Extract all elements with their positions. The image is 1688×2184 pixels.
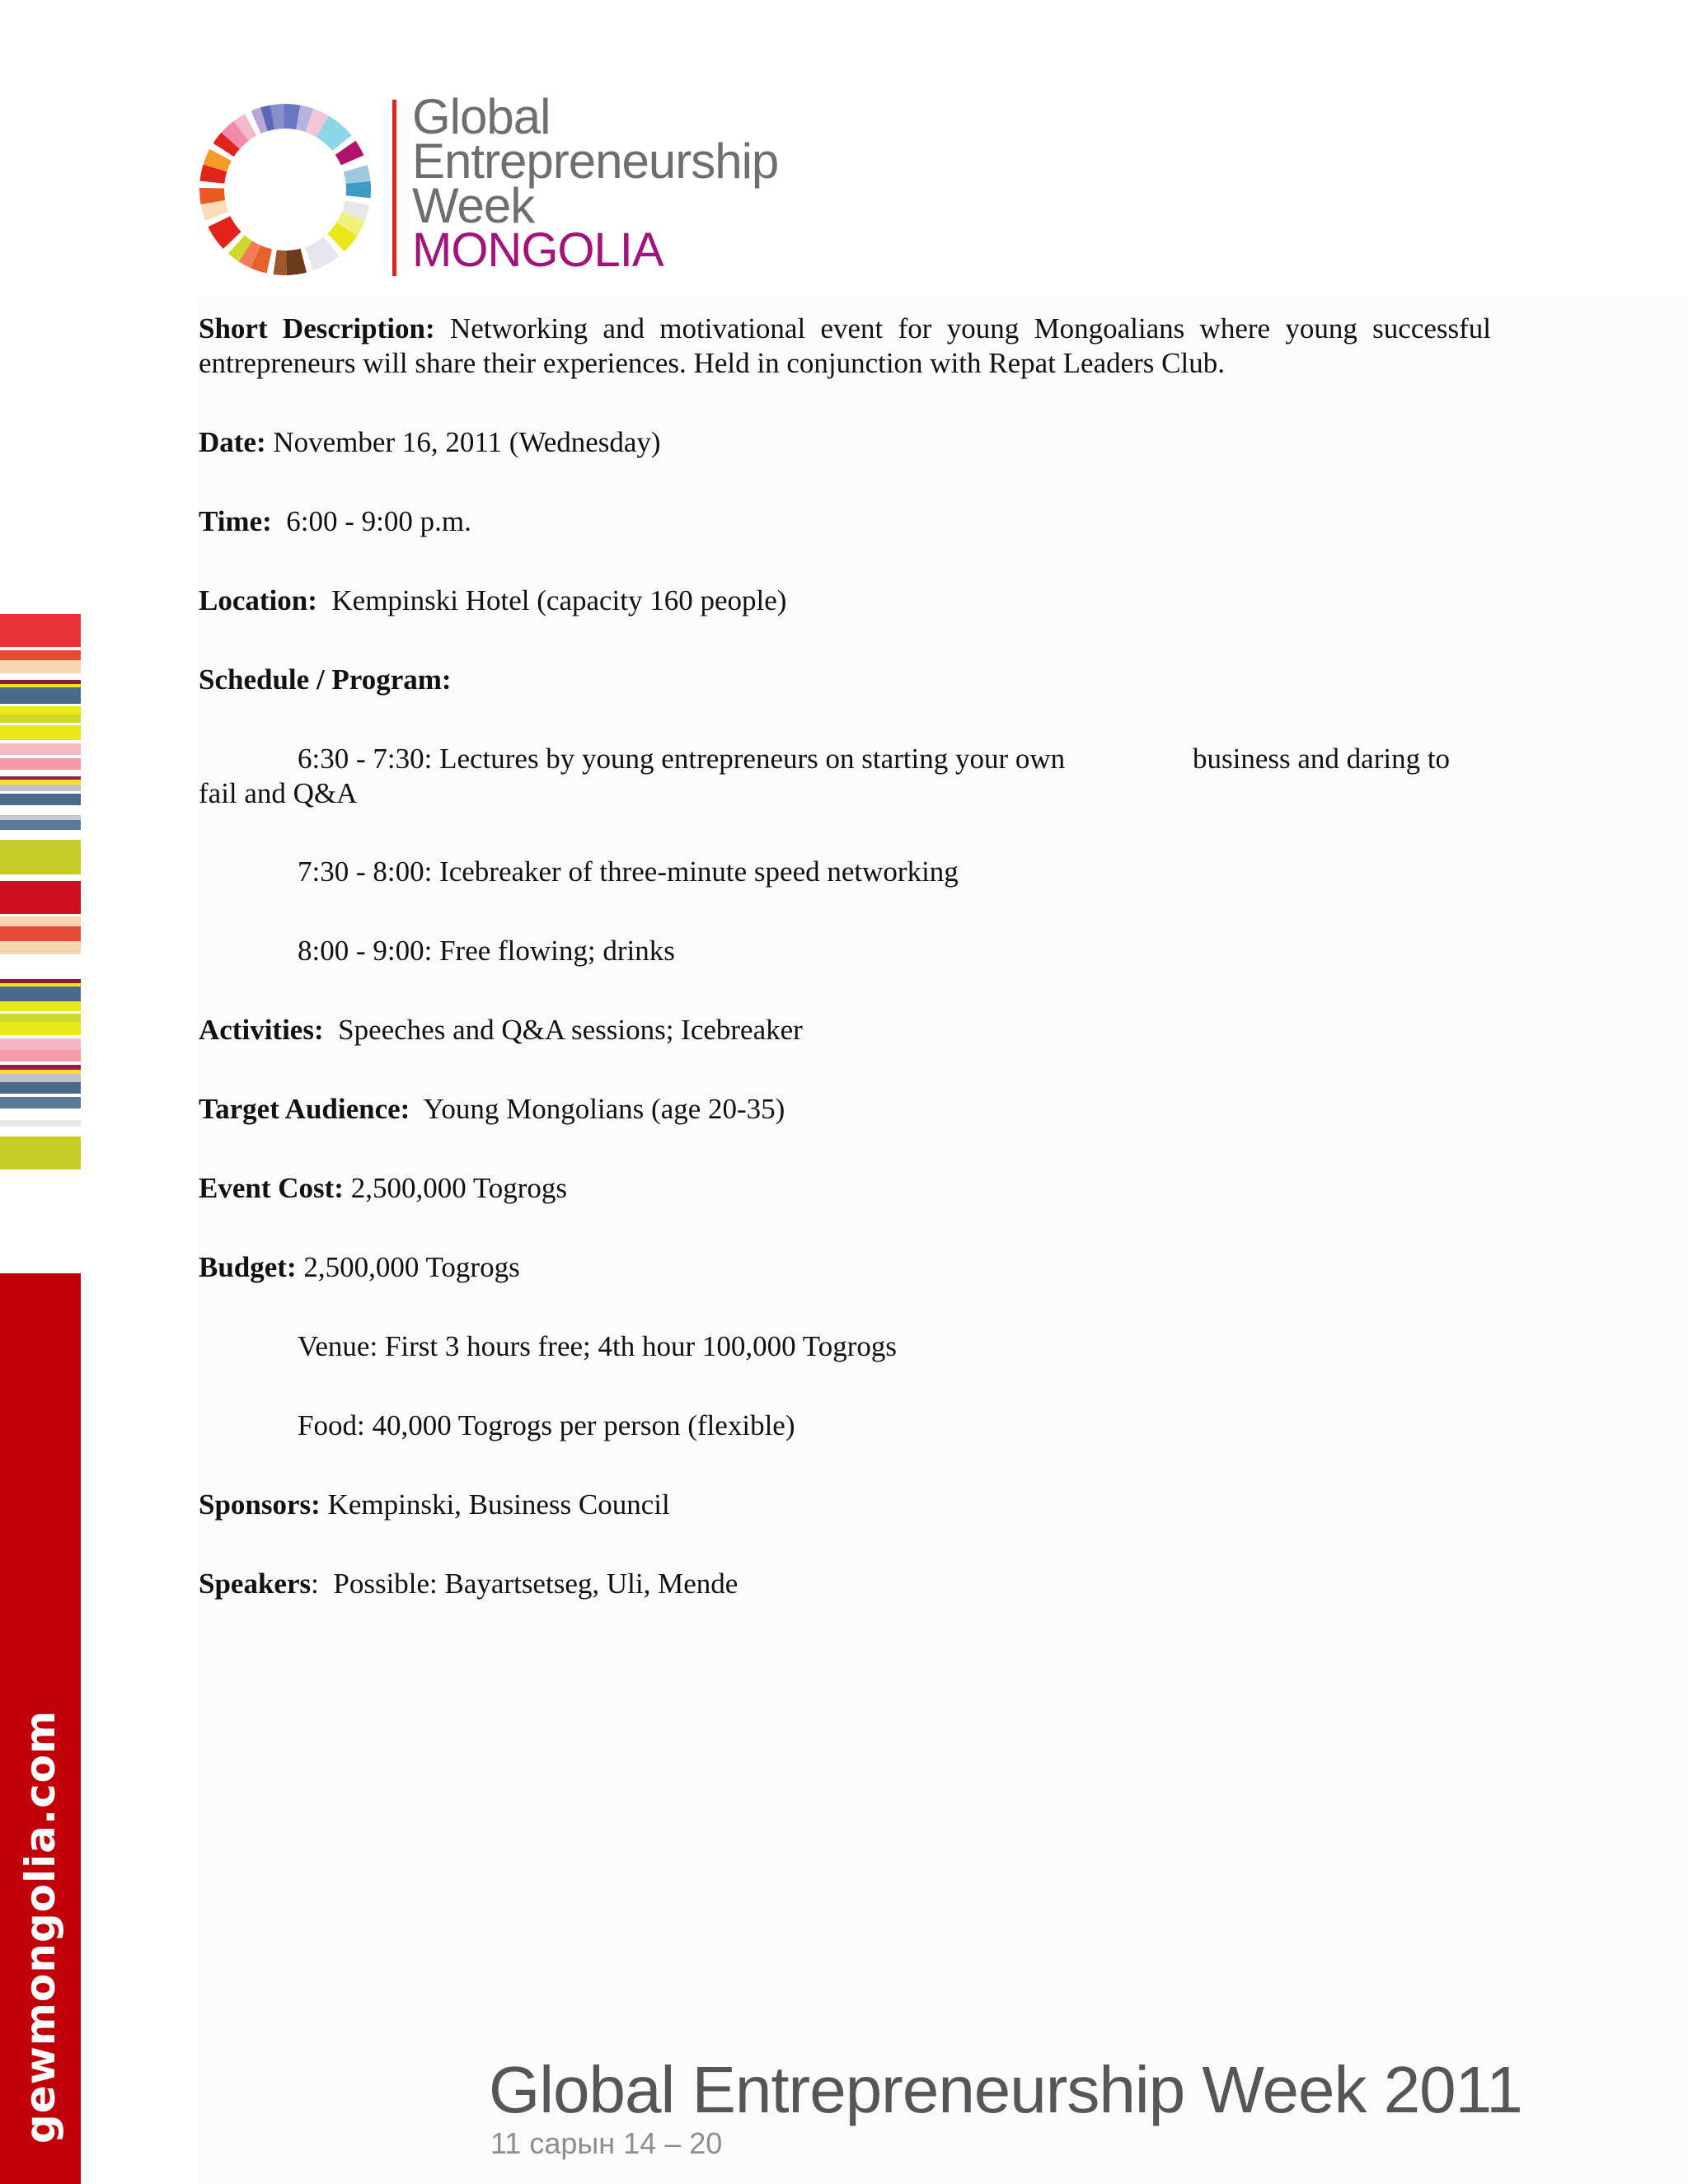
budget-label: Budget: xyxy=(199,1251,297,1283)
date-field xyxy=(199,425,661,460)
side-stripe xyxy=(0,725,81,740)
date-label: Date: xyxy=(199,426,266,458)
activities-field xyxy=(199,1013,803,1047)
logo-country: MONGOLIA xyxy=(412,223,663,277)
gew-logo xyxy=(196,89,790,284)
location-value: Kempinski Hotel (capacity 160 people) xyxy=(331,584,787,616)
short-description-text: Networking and motivational event for young Mongoalians where young successful entrepreneurs will share their experiences. Held in conjunction with Repat Leaders Club. xyxy=(199,312,1492,379)
short-description xyxy=(199,312,1491,381)
budget-value: 2,500,000 Togrogs xyxy=(303,1251,520,1283)
schedule-item xyxy=(199,742,1493,816)
logo-wordmark xyxy=(412,89,779,277)
sponsors-field xyxy=(199,1488,670,1522)
side-url: gewmongolia.com xyxy=(16,1709,64,2144)
side-stripe xyxy=(0,660,81,673)
side-stripe xyxy=(0,941,81,954)
short-description-label: Short Description: xyxy=(199,312,435,344)
side-stripe xyxy=(0,673,81,680)
side-stripe xyxy=(0,1120,81,1127)
footer-title: Global Entrepreneurship Week 2011 xyxy=(489,2053,1522,2126)
location-field xyxy=(199,583,786,618)
event-cost-field xyxy=(199,1171,567,1206)
speakers-field xyxy=(199,1567,738,1601)
schedule-item: 7:30 - 8:00: Icebreaker of three-minute speed networking xyxy=(298,855,959,888)
color-ring-icon xyxy=(196,95,386,284)
footer-subtitle: 11 сарын 14 – 20 xyxy=(490,2126,723,2160)
target-audience-field xyxy=(199,1092,785,1127)
logo-line-1: Global xyxy=(412,89,551,144)
speakers-separator: : xyxy=(311,1568,319,1600)
page-background xyxy=(198,297,1688,2184)
sponsors-label: Sponsors: xyxy=(199,1488,321,1521)
speakers-value: Possible: Bayartsetseg, Uli, Mende xyxy=(333,1568,738,1600)
side-stripe xyxy=(0,830,81,840)
side-stripe xyxy=(0,1137,81,1169)
side-stripe xyxy=(0,614,81,647)
side-stripe xyxy=(0,820,81,830)
side-stripe xyxy=(0,1074,81,1082)
sponsors-value: Kempinski, Business Council xyxy=(327,1488,670,1521)
logo-divider xyxy=(392,100,396,276)
time-field xyxy=(199,504,471,539)
schedule-heading xyxy=(199,663,452,697)
side-stripe xyxy=(0,1082,81,1094)
schedule-item-text-wrap: fail and Q&A xyxy=(199,777,358,809)
side-stripe xyxy=(0,1001,81,1011)
location-label: Location: xyxy=(199,584,317,616)
activities-value: Speeches and Q&A sessions; Icebreaker xyxy=(338,1014,803,1046)
side-stripe xyxy=(0,805,81,815)
side-stripe xyxy=(0,770,81,776)
schedule-item: 8:00 - 9:00: Free flowing; drinks xyxy=(298,935,675,967)
activities-label: Activities: xyxy=(199,1014,324,1046)
budget-item: Venue: First 3 hours free; 4th hour 100,000 Togrogs xyxy=(298,1330,897,1362)
budget-item: Food: 40,000 Togrogs per person (flexible) xyxy=(298,1409,795,1441)
event-cost-label: Event Cost: xyxy=(199,1172,344,1204)
side-stripe xyxy=(0,706,81,715)
side-stripe xyxy=(0,1108,81,1120)
target-audience-value: Young Mongolians (age 20-35) xyxy=(423,1093,785,1125)
ring-segment xyxy=(346,181,371,198)
side-stripe xyxy=(0,926,81,941)
side-stripe xyxy=(0,1014,81,1022)
event-cost-value: 2,500,000 Togrogs xyxy=(350,1172,568,1204)
side-stripe xyxy=(0,650,81,660)
side-stripe xyxy=(0,881,81,914)
time-value: 6:00 - 9:00 p.m. xyxy=(286,505,471,537)
side-stripe xyxy=(0,715,81,723)
side-stripe xyxy=(0,916,81,926)
side-stripe xyxy=(0,743,81,755)
side-stripe xyxy=(0,954,81,979)
side-stripe xyxy=(0,1097,81,1108)
side-stripe xyxy=(0,785,81,791)
logo-line-3: Week xyxy=(412,178,535,233)
budget-field xyxy=(199,1250,520,1285)
side-stripe xyxy=(0,840,81,874)
side-stripe xyxy=(0,1038,81,1050)
side-stripe xyxy=(0,687,81,704)
side-stripe xyxy=(0,758,81,770)
time-label: Time: xyxy=(199,505,272,537)
side-stripe xyxy=(0,987,81,1001)
schedule-item-text: 6:30 - 7:30: Lectures by young entrepreneurs on starting your own xyxy=(298,743,1066,775)
side-stripe xyxy=(0,1127,81,1137)
speakers-label: Speakers xyxy=(199,1568,312,1600)
side-stripe xyxy=(0,1022,81,1035)
target-audience-label: Target Audience: xyxy=(199,1093,410,1125)
side-stripe xyxy=(0,874,81,881)
logo-line-2: Entrepreneurship xyxy=(412,134,779,189)
schedule-item-text-cont: business and daring to xyxy=(1193,743,1451,775)
side-stripe xyxy=(0,1050,81,1062)
date-value: November 16, 2011 (Wednesday) xyxy=(273,426,661,458)
schedule-label: Schedule / Program: xyxy=(199,663,452,696)
side-stripe-band xyxy=(0,614,81,1273)
side-stripe xyxy=(0,794,81,805)
